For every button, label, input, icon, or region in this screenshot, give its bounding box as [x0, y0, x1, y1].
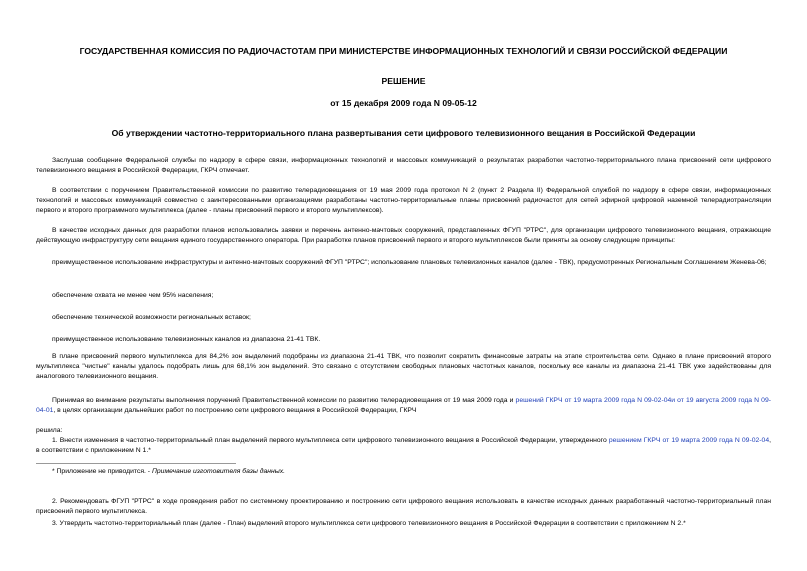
document-type: РЕШЕНИЕ [381, 76, 426, 86]
principle-item: преимущественное использование инфраструктуры и антенно-мачтовых сооружений ФГУП "РТРС"; использование плановых телевизионных каналов (далее - ТВК), предусмотренных Региональным Соглашением Женева-06; [52, 259, 767, 266]
paragraph-2: В соответствии с поручением Правительственной комиссии по развитию телерадиовещания от 19 мая 2009 года протокол N 2 (пункт 2 Раздела II) Федеральной службой по надзору в сфере связи, информационных технологий и массовых коммуникаций совместно с заинтересованными организациями разработаны частотно-территориальные планы присвоений радиочастот для сетей эфирной цифровой наземной телерадиотрансляции первого и второго программного мультиплекса (далее - планы присвоений первого и второго мультиплексов). [36, 187, 771, 214]
resolution-3: 3. Утвердить частотно-территориальный план (далее - План) выделений второго мультиплекса сети цифрового телевизионного вещания в Российской Федерации в соответствии с приложением N 2.* [52, 520, 686, 527]
principle-item: обеспечение технической возможности региональных вставок; [52, 314, 251, 321]
resolution-1-text-end: , в соответствии с приложением N 1.* [36, 437, 771, 454]
paragraph-5-text-end: , в целях организации дальнейших работ по построению сети цифрового вещания в Российской Федерации, ГКРЧ [53, 406, 417, 414]
decisions-link[interactable]: решений ГКРЧ от 19 марта 2009 года N 09-02-04и от 19 августа 2009 года N 09-04-01 [36, 397, 771, 414]
issuing-authority: ГОСУДАРСТВЕННАЯ КОМИССИЯ ПО РАДИОЧАСТОТАМ ПРИ МИНИСТЕРСТВЕ ИНФОРМАЦИОННЫХ ТЕХНОЛОГИЙ И СВЯЗИ РОССИЙСКОЙ ФЕДЕРАЦИИ [79, 46, 728, 56]
paragraph-3: В качестве исходных данных для разработки планов использовались заявки и перечень антенно-мачтовых сооружений, представленных ФГУП "РТРС", для организации цифрового телевизионного вещания, отражающие действующую инфраструктуру сети вещания единого государственного оператора. При разработке планов присвоений первого и второго мультиплексов были приняты за основу следующие принципы: [36, 227, 771, 244]
footnote-text: * Приложение не приводится. - [52, 468, 152, 475]
paragraph-1: Заслушав сообщение Федеральной службы по надзору в сфере связи, информационных технологий и массовых коммуникаций о результатах разработки частотно-территориального плана присвоений сети цифрового телевизионного вещания в Российской Федерации, ГКРЧ отмечает. [36, 157, 771, 174]
document-title: Об утверждении частотно-территориального плана развертывания сети цифрового телевизионного вещания в Российской Федерации [111, 128, 696, 138]
paragraph-5 [36, 396, 771, 416]
footnote-divider [36, 463, 236, 464]
paragraph-4: В плане присвоений первого мультиплекса для 84,2% зон выделений подобраны из диапазона 21-41 ТВК, что позволит сократить финансовые затраты на этапе строительства сети. Однако в плане присвоений второго мультиплекса "чистые" каналы удалось подобрать лишь для 68,1% зон выделений. Это связано с отсутствием свободных плановых частотных каналов, поскольку все каналы из диапазона 21-41 ТВК уже задействованы для аналогового телевизионного вещания. [36, 353, 771, 380]
resolution-1 [36, 436, 771, 456]
resolution-1-text: 1. Внести изменения в частотно-территориальный план выделений первого мультиплекса сети цифрового телевизионного вещания в Российской Федерации, утвержденного [52, 437, 609, 444]
footnote-note: Примечание изготовителя базы данных. [151, 468, 286, 475]
paragraph-5-text: Принимая во внимание результаты выполнения поручений Правительственной комиссии по развитию телерадиовещания от 19 мая 2009 года и [52, 397, 516, 404]
document-date-number: от 15 декабря 2009 года N 09-05-12 [330, 98, 477, 108]
resolution-2: 2. Рекомендовать ФГУП "РТРС" в ходе проведения работ по системному проектированию и построению сети цифрового вещания использовать в качестве исходных данных разработанный частотно-территориальный план присвоений первого мультиплекса. [36, 498, 771, 515]
principle-item: преимущественное использование телевизионных каналов из диапазона 21-41 ТВК. [52, 336, 321, 343]
decided-label: решила: [36, 427, 63, 434]
principle-item: обеспечение охвата не менее чем 95% населения; [52, 292, 214, 299]
footnote [52, 467, 285, 476]
decision-link[interactable]: решением ГКРЧ от 19 марта 2009 года N 09-02-04 [608, 437, 770, 444]
